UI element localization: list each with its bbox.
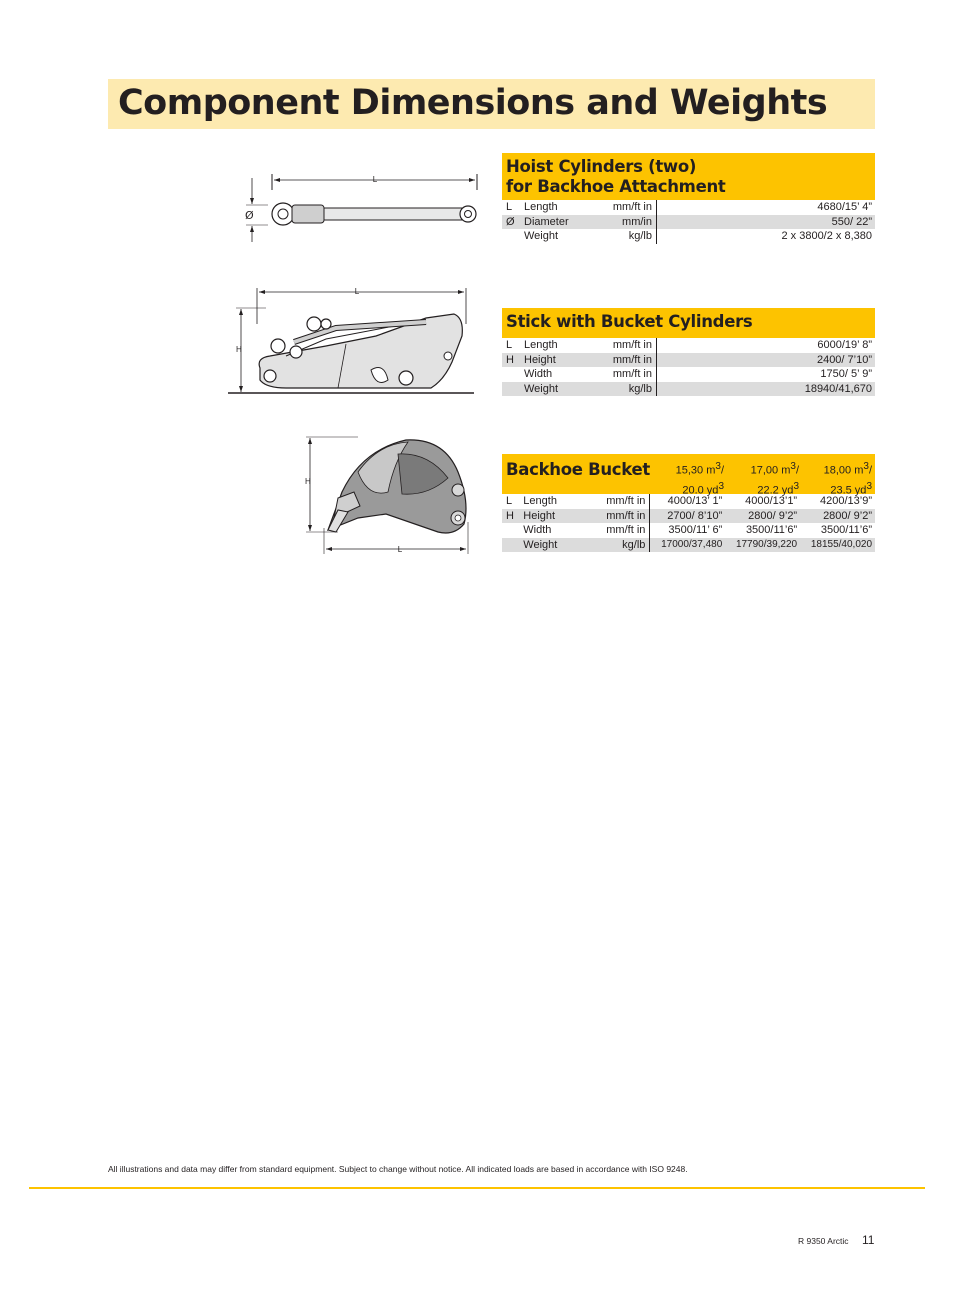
capacity-m3: 15,30 m	[675, 464, 716, 477]
hoist-heading-line2: for Backhoe Attachment	[506, 177, 726, 196]
row-value: 6000/19’ 8”	[817, 339, 872, 352]
superscript: 3	[863, 461, 869, 472]
superscript: 3	[790, 461, 796, 472]
table-row	[502, 200, 875, 215]
row-symbol	[502, 229, 522, 244]
row-label: Diameter	[524, 215, 569, 228]
table-row	[502, 367, 875, 382]
capacity-m3: 18,00 m	[823, 464, 864, 477]
stick-spec-table	[502, 338, 875, 396]
row-value: 2800/ 9’2”	[823, 509, 872, 522]
stick-heading: Stick with Bucket Cylinders	[502, 308, 875, 338]
table-row	[502, 215, 875, 230]
row-value: 3500/11’ 6”	[668, 524, 723, 537]
capacity-yd3: 22.2 yd	[757, 484, 794, 497]
hoist-spec-table	[502, 200, 875, 244]
row-unit: mm/ft in	[593, 509, 650, 524]
bucket-heading-bar	[502, 454, 875, 497]
row-symbol: H	[506, 353, 514, 366]
slash: /	[795, 464, 799, 477]
table-row	[502, 338, 875, 353]
row-value: 3500/11’6”	[820, 524, 872, 537]
bucket-heading: Backhoe Bucket	[506, 460, 650, 479]
row-label: Length	[524, 339, 558, 352]
row-label: Length	[523, 495, 557, 508]
row-value: 2400/ 7’10”	[816, 353, 872, 366]
row-value: 4000/13’1”	[745, 495, 798, 508]
row-label: Weight	[524, 230, 559, 243]
row-symbol	[502, 523, 521, 538]
row-value: 3500/11’6”	[745, 524, 798, 537]
stick-section	[502, 308, 875, 396]
model-label: R 9350 Arctic	[798, 1236, 849, 1246]
row-label: Length	[524, 201, 558, 214]
row-symbol: Ø	[506, 215, 515, 228]
row-value: 4200/13’9”	[820, 495, 872, 508]
table-row	[502, 229, 875, 244]
row-value: 18940/41,670	[804, 382, 872, 395]
row-value: 1750/ 5’ 9”	[820, 368, 872, 381]
row-value: 4680/15’ 4”	[817, 201, 872, 214]
bucket-dim-h: H	[305, 477, 311, 486]
bucket-capacity-2	[729, 459, 799, 498]
row-label: Height	[523, 509, 556, 522]
row-symbol: L	[506, 201, 513, 214]
table-row	[502, 509, 875, 524]
superscript: 3	[718, 480, 724, 492]
row-symbol	[502, 382, 522, 397]
row-value: 2700/ 8’10”	[667, 509, 723, 522]
table-row	[502, 523, 875, 538]
row-unit: mm/ft in	[598, 338, 657, 353]
row-label: Width	[523, 524, 552, 537]
table-row	[502, 382, 875, 397]
hoist-heading	[502, 153, 875, 200]
row-unit: mm/in	[598, 215, 657, 230]
slash: /	[868, 464, 872, 477]
row-unit: mm/ft in	[598, 367, 657, 382]
table-row	[502, 538, 875, 553]
table-row	[502, 353, 875, 368]
row-unit: kg/lb	[598, 229, 657, 244]
row-symbol	[502, 367, 522, 382]
superscript: 3	[793, 480, 799, 492]
row-value: 17790/39,220	[735, 538, 798, 550]
slash: /	[720, 464, 724, 477]
row-value: 17000/37,480	[661, 538, 723, 550]
hoist-cylinders-section	[502, 153, 875, 244]
row-unit: mm/ft in	[598, 200, 657, 215]
row-symbol: L	[506, 495, 513, 508]
row-value: 2800/ 9’2”	[748, 509, 798, 522]
row-unit: kg/lb	[593, 538, 650, 553]
bucket-capacity-3	[802, 459, 872, 498]
row-label: Width	[524, 368, 553, 381]
superscript: 3	[715, 461, 721, 472]
row-value: 18155/40,020	[810, 538, 872, 550]
backhoe-bucket-section	[502, 454, 875, 552]
row-label: Weight	[524, 382, 559, 395]
page-number: 11	[862, 1233, 875, 1247]
row-label: Height	[524, 353, 556, 366]
row-symbol	[502, 538, 521, 553]
row-label: Weight	[523, 538, 558, 551]
hoist-dim-d: Ø	[245, 209, 254, 222]
page-title: Component Dimensions and Weights	[118, 83, 828, 123]
bucket-capacity-1	[654, 459, 724, 498]
title-bar	[108, 79, 875, 129]
footnote: All illustrations and data may differ from standard equipment. Subject to change without notice. All indicated loads are based in accordance with ISO 9248.	[108, 1164, 688, 1174]
bucket-drawing	[298, 432, 478, 557]
footer-divider	[29, 1187, 925, 1189]
capacity-yd3: 20.0 yd	[682, 484, 719, 497]
hoist-cylinder-drawing	[240, 168, 490, 248]
hoist-heading-line1: Hoist Cylinders (two)	[506, 157, 697, 176]
row-unit: mm/ft in	[598, 353, 657, 368]
row-value: 2 x 3800/2 x 8,380	[781, 230, 872, 243]
row-value: 4000/13’ 1”	[667, 495, 723, 508]
row-unit: mm/ft in	[593, 523, 650, 538]
stick-dim-l: L	[354, 287, 360, 296]
stick-drawing	[226, 284, 476, 398]
row-unit: kg/lb	[598, 382, 657, 397]
stick-dim-h: H	[236, 345, 242, 354]
hoist-dim-l: L	[372, 175, 378, 184]
bucket-dim-l: L	[397, 545, 403, 554]
superscript: 3	[866, 480, 872, 492]
bucket-spec-table	[502, 494, 875, 552]
row-symbol: H	[506, 509, 514, 522]
row-unit: mm/ft in	[593, 494, 650, 509]
capacity-m3: 17,00 m	[750, 464, 791, 477]
row-value: 550/ 22”	[831, 215, 872, 228]
capacity-yd3: 23.5 yd	[830, 484, 867, 497]
row-symbol: L	[506, 339, 513, 352]
